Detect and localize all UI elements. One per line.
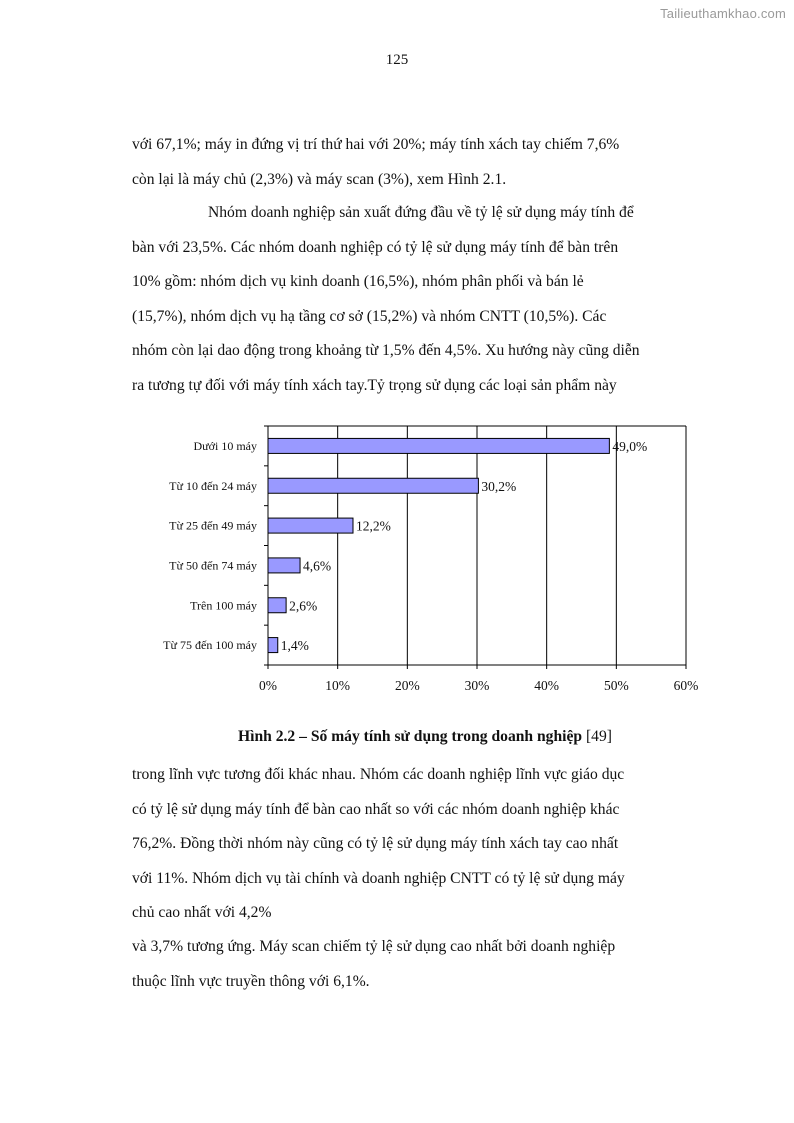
text-line: với 67,1%; máy in đứng vị trí thứ hai với 20%; máy tính xách tay chiếm 7,6%: [132, 136, 620, 153]
category-label: Dưới 10 máy: [193, 438, 257, 453]
bar: [268, 598, 286, 613]
paragraph-4: [132, 930, 718, 999]
text-line: với 11%. Nhóm dịch vụ tài chính và doanh nghiệp CNTT có tỷ lệ sử dụng máy: [132, 869, 625, 887]
paragraph-1: [132, 128, 718, 197]
bar: [268, 518, 353, 533]
figure-caption: [0, 728, 794, 746]
category-label: Từ 75 đến 100 máy: [163, 638, 257, 653]
bar: [268, 478, 478, 493]
x-tick-label: 40%: [534, 678, 560, 693]
chart-svg: [130, 420, 730, 705]
data-label: 30,2%: [481, 478, 517, 494]
bar-chart: [130, 420, 730, 705]
x-tick-label: 50%: [603, 678, 629, 693]
text-line: ra tương tự đối với máy tính xách tay.Tỷ trọng sử dụng các loại sản phẩm này: [132, 376, 617, 394]
category-label: Trên 100 máy: [190, 598, 257, 613]
paragraph-3: [132, 758, 718, 931]
data-label: 12,2%: [355, 518, 391, 534]
data-label: 4,6%: [303, 558, 332, 574]
category-label: Từ 25 đến 49 máy: [169, 518, 257, 533]
category-label: Từ 10 đến 24 máy: [169, 478, 257, 493]
x-tick-label: 10%: [325, 678, 351, 693]
text-line: 10% gồm: nhóm dịch vụ kinh doanh (16,5%), nhóm phân phối và bán lẻ: [132, 273, 584, 290]
text-line: nhóm còn lại dao động trong khoảng từ 1,5% đến 4,5%. Xu hướng này cũng diễn: [132, 342, 640, 359]
x-tick-label: 60%: [673, 678, 699, 693]
data-label: 1,4%: [280, 638, 309, 654]
text-line: chủ cao nhất với 4,2%: [132, 904, 272, 921]
text-line: Nhóm doanh nghiệp sản xuất đứng đầu về tỷ lệ sử dụng máy tính để: [208, 204, 634, 221]
data-label: 2,6%: [289, 598, 318, 614]
bar: [268, 638, 278, 653]
text-line: 76,2%. Đồng thời nhóm này cũng có tỷ lệ sử dụng máy tính xách tay cao nhất: [132, 835, 619, 852]
bar: [268, 558, 300, 573]
x-tick-label: 0%: [259, 678, 277, 693]
category-label: Từ 50 đến 74 máy: [169, 558, 257, 573]
caption-title: Hình 2.2 – Số máy tính sử dụng trong doanh nghiệp: [238, 728, 583, 745]
text-line: và 3,7% tương ứng. Máy scan chiếm tỷ lệ sử dụng cao nhất bởi doanh nghiệp: [132, 938, 616, 955]
text-line: thuộc lĩnh vực truyền thông với 6,1%.: [132, 972, 370, 990]
x-tick-label: 20%: [394, 678, 420, 693]
x-tick-label: 30%: [464, 678, 490, 693]
text-line: (15,7%), nhóm dịch vụ hạ tầng cơ sở (15,2%) và nhóm CNTT (10,5%). Các: [132, 307, 607, 325]
text-line: trong lĩnh vực tương đối khác nhau. Nhóm các doanh nghiệp lĩnh vực giáo dục: [132, 766, 625, 783]
caption-reference: [49]: [585, 728, 612, 745]
page-number: 125: [385, 52, 409, 68]
paragraph-2: [132, 196, 718, 403]
text-line: còn lại là máy chủ (2,3%) và máy scan (3%), xem Hình 2.1.: [132, 170, 507, 188]
bar: [268, 438, 609, 453]
watermark: Tailieuthamkhao.com: [660, 6, 786, 21]
text-line: bàn với 23,5%. Các nhóm doanh nghiệp có tỷ lệ sử dụng máy tính để bàn trên: [132, 238, 619, 256]
data-label: 49,0%: [612, 438, 648, 454]
text-line: có tỷ lệ sử dụng máy tính để bàn cao nhất so với các nhóm doanh nghiệp khác: [132, 800, 620, 818]
